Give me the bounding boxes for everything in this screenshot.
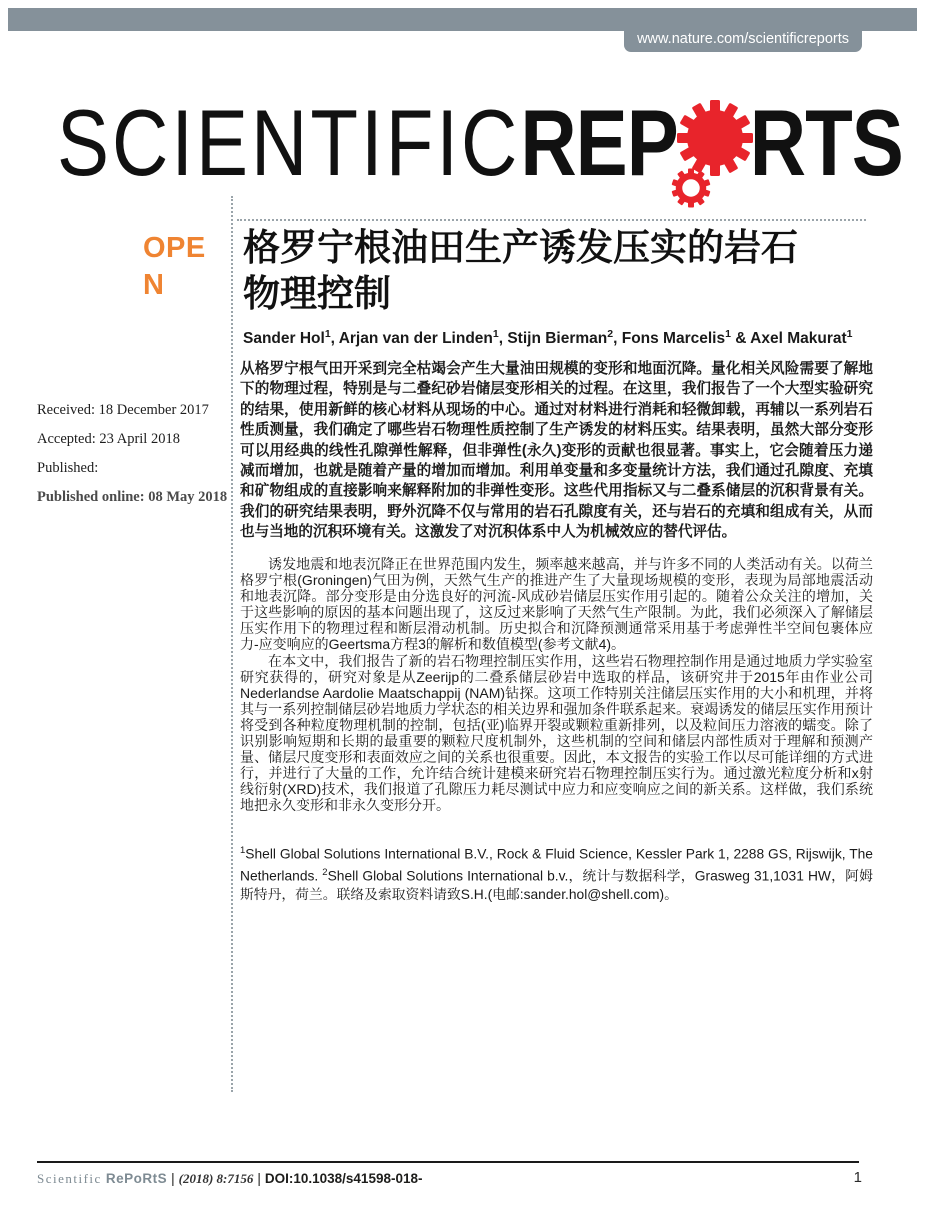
published-online-date: Published online: 08 May 2018 bbox=[37, 489, 228, 505]
footnote-sup: 1 bbox=[240, 845, 246, 856]
affiliations-footnote bbox=[240, 842, 873, 904]
journal-url: www.nature.com/scientificreports bbox=[637, 31, 849, 47]
author: & Axel Makurat$^1$ bbox=[730, 328, 853, 348]
author: , Stijn Bierman$^2$ bbox=[498, 328, 614, 348]
author: , Arjan van der Linden$^1$ bbox=[330, 328, 499, 348]
footer-separator: | bbox=[171, 1171, 175, 1186]
article-dates bbox=[37, 396, 242, 512]
body-paragraph: 在本文中，我们报告了新的岩石物理控制压实作用，这些岩石物理控制作用是通过地质力学实验室研究获得的，研究对象是从Zeerijp的二叠系储层砂岩中选取的样品，该研究井于2015年由作业公司Nederlandse Aardolie Maatschappij (NAM)钻探。这项工作特别关注储层压实作用的大小和机理，并将其与一系列控制储层砂岩地质力学状态的相关边界和强加条件联系起来。衰竭诱发的储层压实作用预计将受到各种粒度物理机制的控制，包括(亚)临界开裂或颗粒重新排列，以及粒间压力溶液的蠕变。除了识别影响短期和长期的最重要的颗粒尺度机制外，这些机制的空间和储层内部性质对于理解和预测产量、储层尺度变形和表面效应之间的关系也很重要。因此，本文报告的实验工作以尽可能详细的方式进行，并进行了大量的工作，允许结合统计建模来研究岩石物理控制压实行为。通过激光粒度分析和x射线衍射(XRD)技术，我们报道了孔隙压力耗尽测试中应力和应变响应之间的新关系。这样做，我们系统地把永久变形和非永久变形分开。 bbox=[240, 652, 873, 814]
author-affiliation-sup: 1 bbox=[492, 328, 499, 340]
top-bar bbox=[8, 8, 917, 31]
dotted-divider-vertical bbox=[231, 196, 233, 1092]
footer-doi: DOI:10.1038/s41598-018- bbox=[264, 1171, 423, 1186]
authors-line bbox=[243, 328, 883, 348]
accepted-date: Accepted: 23 April 2018 Published: bbox=[37, 431, 180, 476]
footer-journal-bold: RePoRtS bbox=[105, 1171, 168, 1186]
footer-rule bbox=[37, 1161, 859, 1163]
footnote-sup: 2 bbox=[322, 867, 328, 878]
logo-word-reports bbox=[520, 89, 903, 206]
article-body bbox=[240, 556, 873, 814]
author-affiliation-sup: 1 bbox=[725, 328, 731, 340]
footer-journal-serif: Scientific bbox=[37, 1171, 102, 1186]
logo-reports-post: RTS bbox=[749, 89, 903, 196]
footer-citation bbox=[37, 1171, 423, 1187]
open-access-badge: OPEN bbox=[143, 232, 206, 301]
journal-url-tab bbox=[624, 31, 862, 52]
logo-reports-pre: REP bbox=[520, 89, 678, 196]
footer-separator: | bbox=[257, 1171, 261, 1186]
author-affiliation-sup: 2 bbox=[607, 328, 614, 340]
dotted-divider-horizontal bbox=[237, 219, 866, 221]
abstract-text: 从格罗宁根气田开采到完全枯竭会产生大量油田规模的变形和地面沉降。量化相关风险需要了解地下的物理过程，特别是与二叠纪砂岩储层变形相关的过程。在这里，我们报告了一个大型实验研究的结果，使用新鲜的核心材料从现场的中心。通过对材料进行消耗和轻微卸载，再辅以一系列岩石性质测量，我们确定了哪些岩石物理性质控制了生产诱发的材料压实。结果表明，虽然大部分变形可以用经典的线性孔隙弹性解释，但非弹性(永久)变形的贡献也很显著。事实上，它会随着压力递减而增加，也就是随着产量的增加而增加。利用单变量和多变量统计方法，我们通过孔隙度、充填和矿物组成的直接影响来解释附加的非弹性变形。这些代用指标又与二叠系储层的沉积背景有关。我们的研究结果表明，野外沉降不仅与常用的岩石孔隙度有关，还与岩石的充填和组成有关，从而也与当地的沉积环境有关。这激发了对沉积体系中人为机械效应的替代评估。 bbox=[240, 361, 873, 541]
author: , Fons Marcelis$^1$ bbox=[613, 328, 731, 348]
logo-word-scientific: SCIENTIFIC bbox=[57, 89, 521, 196]
footnote-text: Shell Global Solutions International b.v.，统计与数据科学，Grasweg 31,1031 HW，阿姆斯特丹，荷兰。联络及索取资料请致S.H.(电邮:sander.hol@shell.com)。 bbox=[240, 868, 873, 902]
journal-logo bbox=[57, 89, 903, 206]
received-date: Received: 18 December 2017 bbox=[37, 402, 209, 418]
gears-icon bbox=[676, 96, 752, 206]
author-affiliation-sup: 1 bbox=[324, 328, 331, 340]
author: Sander Hol$^1$ bbox=[243, 328, 331, 348]
footer-volume-citation: (2018) 8:7156 bbox=[178, 1171, 254, 1186]
author-affiliation-sup: 1 bbox=[846, 328, 853, 340]
article-title: 格罗宁根油田生产诱发压实的岩石物理控制 bbox=[243, 227, 798, 314]
body-paragraph: 诱发地震和地表沉降正在世界范围内发生，频率越来越高，并与许多不同的人类活动有关。以荷兰格罗宁根(Groningen)气田为例，天然气生产的推进产生了大量现场规模的变形，表现为局部地震活动和地表沉降。部分变形是由分选良好的河流-风成砂岩储层压实作用引起的。随着公众关注的增加，关于这些影响的原因的基本问题出现了，这反过来影响了天然气生产限制。为此，我们必须深入了解储层压实作用下的物理过程和断层滑动机制。历史拟合和沉降预测通常采用基于考虑弹性半空间包裹体应力-应变响应的Geertsma方程3的解析和数值模型(参考文献4)。 bbox=[240, 556, 873, 653]
page-number: 1 bbox=[853, 1169, 862, 1186]
footnote-text: Shell Global Solutions International B.V., Rock & Fluid Science, Kessler Park 1, 2288 GS, Rijswijk, The Netherlands. bbox=[240, 846, 873, 884]
